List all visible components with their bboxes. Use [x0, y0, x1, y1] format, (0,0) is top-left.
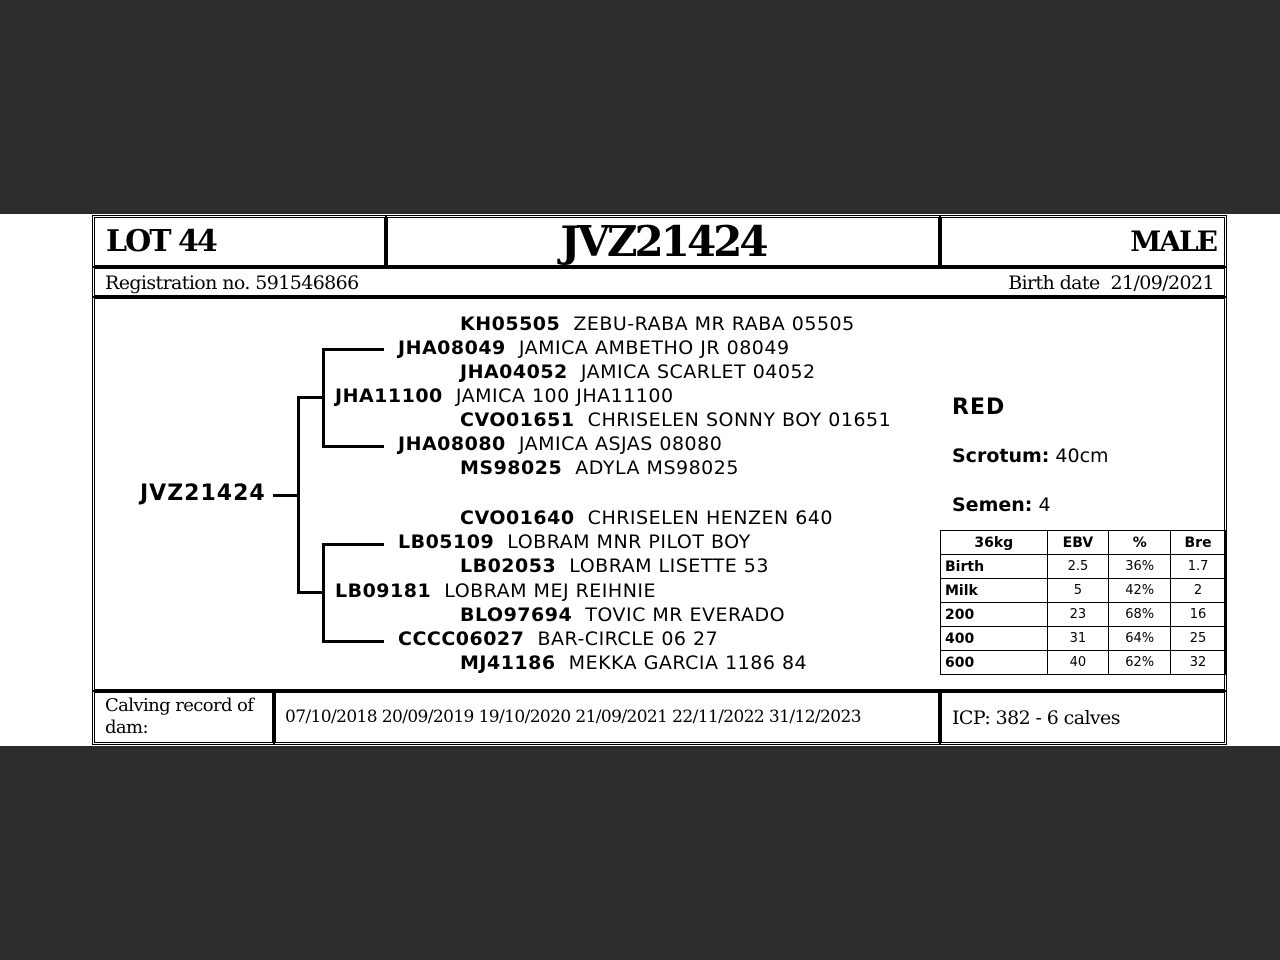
pedigree-name: LOBRAM MNR PILOT BOY	[507, 531, 751, 553]
pedigree-name: ADYLA MS98025	[575, 457, 739, 479]
ebv-value: 23	[1047, 603, 1109, 627]
lot-card	[0, 214, 1280, 746]
birth-date-value: 21/09/2021	[1110, 272, 1214, 294]
pedigree-sire-dam-dam	[460, 457, 739, 479]
scrotum-label: Scrotum:	[952, 445, 1050, 467]
ebv-value: 5	[1047, 579, 1109, 603]
pedigree-id: MS98025	[460, 457, 563, 479]
ebv-row	[941, 555, 1226, 579]
pedigree-connector	[322, 445, 384, 448]
pedigree-id: JHA08080	[398, 433, 506, 455]
scrotum-value: 40cm	[1055, 445, 1109, 467]
ebv-value: 40	[1047, 651, 1109, 675]
pedigree-connector	[297, 396, 300, 594]
pedigree-dam-sire-sire	[460, 507, 833, 529]
pedigree-id: KH05505	[460, 313, 561, 335]
ebv-header: %	[1109, 531, 1171, 555]
ebv-row	[941, 651, 1226, 675]
pedigree-sire-sire-dam	[460, 361, 816, 383]
calving-dates-box	[273, 690, 941, 745]
registration-label	[105, 272, 359, 294]
pedigree-id: LB05109	[398, 531, 495, 553]
pedigree-connector	[322, 348, 325, 447]
pedigree-name: JAMICA ASJAS 08080	[518, 433, 723, 455]
pedigree-connector	[322, 543, 325, 642]
pedigree-dam	[335, 580, 656, 602]
ebv-row-label: 200	[941, 603, 1048, 627]
pedigree-id: CVO01651	[460, 409, 575, 431]
animal-tag: JVZ21424	[560, 217, 766, 266]
pedigree-connector	[322, 543, 384, 546]
pedigree-dam-sire-dam	[460, 555, 769, 577]
pedigree-id: JHA08049	[398, 337, 506, 359]
calving-dates: 07/10/2018 20/09/2019 19/10/2020 21/09/2021 22/11/2022 31/12/2023	[285, 707, 861, 727]
ebv-percent: 62%	[1109, 651, 1171, 675]
registration-number: 591546866	[255, 272, 359, 294]
scrotum-info	[952, 445, 1109, 467]
pedigree-sire-sire-sire	[460, 313, 855, 335]
pedigree-sire	[335, 385, 674, 407]
pedigree-subject: JVZ21424	[140, 481, 266, 506]
ebv-header: Bre	[1171, 531, 1226, 555]
pedigree-name: LOBRAM LISETTE 53	[569, 555, 769, 577]
lot-box	[92, 215, 387, 268]
ebv-breed: 25	[1171, 627, 1226, 651]
ebv-breed: 2	[1171, 579, 1226, 603]
pedigree-name: TOVIC MR EVERADO	[585, 604, 786, 626]
pedigree-name: JAMICA AMBETHO JR 08049	[518, 337, 790, 359]
registration-row	[92, 266, 1227, 298]
ebv-row-label: 400	[941, 627, 1048, 651]
pedigree-dam-dam	[398, 628, 718, 650]
pedigree-sire-dam	[398, 433, 722, 455]
ebv-table	[940, 530, 1226, 675]
ebv-row-label: Birth	[941, 555, 1048, 579]
pedigree-name: LOBRAM MEJ REIHNIE	[444, 580, 657, 602]
animal-sex: MALE	[1130, 225, 1216, 258]
pedigree-name: CHRISELEN SONNY BOY 01651	[587, 409, 892, 431]
pedigree-sire-dam-sire	[460, 409, 891, 431]
pedigree-name: ZEBU-RABA MR RABA 05505	[573, 313, 855, 335]
pedigree-name: JAMICA SCARLET 04052	[580, 361, 816, 383]
icp-summary: ICP: 382 - 6 calves	[952, 707, 1120, 729]
ebv-row-label: 600	[941, 651, 1048, 675]
pedigree-name: CHRISELEN HENZEN 640	[587, 507, 833, 529]
pedigree-id: BLO97694	[460, 604, 573, 626]
birth-date-label: Birth date	[1008, 272, 1100, 294]
pedigree-sire-sire	[398, 337, 790, 359]
ebv-header: EBV	[1047, 531, 1109, 555]
ebv-breed: 16	[1171, 603, 1226, 627]
pedigree-dam-dam-sire	[460, 604, 785, 626]
sex-box	[939, 215, 1227, 268]
pedigree-connector	[297, 591, 325, 594]
ebv-header-row	[941, 531, 1226, 555]
calving-label: Calving record of dam:	[105, 695, 254, 738]
registration-label-text: Registration no.	[105, 272, 250, 294]
pedigree-dam-dam-dam	[460, 652, 807, 674]
birth-date	[1008, 272, 1214, 294]
ebv-row	[941, 579, 1226, 603]
ebv-percent: 64%	[1109, 627, 1171, 651]
pedigree-dam-sire	[398, 531, 751, 553]
pedigree-connector	[322, 348, 384, 351]
pedigree-id: LB09181	[335, 580, 432, 602]
semen-value: 4	[1038, 494, 1051, 516]
semen-label: Semen:	[952, 494, 1033, 516]
ebv-header: 36kg	[941, 531, 1048, 555]
ebv-value: 31	[1047, 627, 1109, 651]
ebv-percent: 42%	[1109, 579, 1171, 603]
ebv-row	[941, 603, 1226, 627]
ebv-percent: 68%	[1109, 603, 1171, 627]
pedigree-name: MEKKA GARCIA 1186 84	[568, 652, 808, 674]
lot-number: LOT 44	[106, 224, 216, 259]
pedigree-name: BAR-CIRCLE 06 27	[537, 628, 719, 650]
semen-info	[952, 494, 1051, 516]
pedigree-connector	[273, 494, 298, 497]
coat-color: RED	[952, 395, 1006, 420]
pedigree-id: JHA04052	[460, 361, 568, 383]
pedigree-id: MJ41186	[460, 652, 556, 674]
ebv-row	[941, 627, 1226, 651]
pedigree-id: JHA11100	[335, 385, 443, 407]
pedigree-connector	[322, 640, 384, 643]
pedigree-id: CCCC06027	[398, 628, 525, 650]
ebv-value: 2.5	[1047, 555, 1109, 579]
pedigree-connector	[297, 396, 325, 399]
calving-label-box	[92, 690, 275, 745]
ebv-percent: 36%	[1109, 555, 1171, 579]
ebv-breed: 1.7	[1171, 555, 1226, 579]
ebv-row-label: Milk	[941, 579, 1048, 603]
tag-box	[385, 215, 941, 268]
icp-box	[939, 690, 1227, 745]
ebv-breed: 32	[1171, 651, 1226, 675]
pedigree-name: JAMICA 100 JHA11100	[455, 385, 674, 407]
pedigree-id: LB02053	[460, 555, 557, 577]
pedigree-id: CVO01640	[460, 507, 575, 529]
